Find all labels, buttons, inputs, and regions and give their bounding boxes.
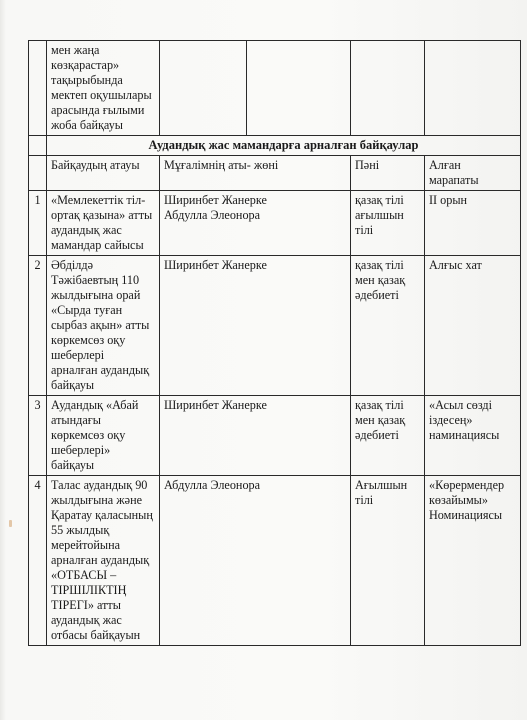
text-line: шеберлері [51, 348, 105, 362]
text-line: тілі [355, 493, 374, 507]
text-line: Қаратау қаласының [51, 508, 153, 522]
text-line: аудандық жас [51, 613, 122, 627]
text-line: отбасы байқауын [51, 628, 141, 642]
event-cell [47, 476, 160, 646]
text-line: Ағылшын [355, 478, 408, 492]
text-line: Тәжібаевтың 110 [51, 273, 140, 287]
header-event: Байқаудың атауы [47, 156, 160, 191]
subject-cell [351, 476, 425, 646]
text-line: әдебиеті [355, 428, 399, 442]
text-line: байқауы [51, 378, 95, 392]
section-title: Аудандық жас мамандарға арналған байқаулар [47, 136, 521, 156]
text-line: Абдулла Элеонора [164, 478, 261, 492]
text-line: марапаты [429, 173, 479, 187]
award-cell [425, 476, 521, 646]
text-line: арналған аудандық [51, 553, 150, 567]
awards-table [28, 40, 521, 646]
table-row [29, 476, 521, 646]
table-row [29, 396, 521, 476]
award-cell [425, 256, 521, 396]
section-row [29, 136, 521, 156]
text-line: іздесең» [429, 413, 473, 427]
continued-num-cell [29, 41, 47, 136]
text-line: Әбділдә [51, 258, 93, 272]
text-line: байқауы [51, 458, 95, 472]
header-teacher: Мұғалімнің аты- жөні [160, 156, 351, 191]
text-line: наминациясы [429, 428, 500, 442]
text-line: көркемсөз оқу [51, 333, 126, 347]
text-line: Ширинбет Жанерке [164, 398, 267, 412]
text-line: ортақ қазына» атты [51, 208, 153, 222]
text-line: Абдулла Элеонора [164, 208, 261, 222]
text-line: тақырыбында [51, 73, 123, 87]
empty-cell [247, 41, 351, 136]
section-num-cell [29, 136, 47, 156]
text-line: аудандық жас [51, 223, 122, 237]
text-line: мерейтойына [51, 538, 121, 552]
empty-cell [425, 41, 521, 136]
teacher-cell [160, 256, 351, 396]
continued-event-cell [47, 41, 160, 136]
text-line: арасында ғылыми [51, 103, 145, 117]
table-row [29, 191, 521, 256]
award-cell [425, 396, 521, 476]
teacher-cell [160, 396, 351, 476]
text-line: ІІ орын [429, 193, 468, 207]
text-line: «Көрермендер [429, 478, 505, 492]
text-line: мен қазақ [355, 273, 406, 287]
header-subject: Пәні [351, 156, 425, 191]
text-line: Алғыс хат [429, 258, 482, 272]
row-number: 3 [29, 396, 47, 476]
text-line: көзқарастар» [51, 58, 120, 72]
empty-cell [351, 41, 425, 136]
subject-cell [351, 191, 425, 256]
header-award [425, 156, 521, 191]
row-number: 4 [29, 476, 47, 646]
event-cell [47, 256, 160, 396]
text-line: атындағы [51, 413, 101, 427]
text-line: шеберлері» [51, 443, 111, 457]
text-line: «ОТБАСЫ – [51, 568, 117, 582]
event-cell [47, 191, 160, 256]
empty-cell [160, 41, 247, 136]
text-line: көзайымы» [429, 493, 488, 507]
row-number: 1 [29, 191, 47, 256]
award-cell [425, 191, 521, 256]
text-line: Алған [429, 158, 461, 172]
scan-smudge [9, 520, 12, 527]
row-number: 2 [29, 256, 47, 396]
header-num-cell [29, 156, 47, 191]
text-line: ағылшын [355, 208, 404, 222]
text-line: «Сырда туған [51, 303, 123, 317]
text-line: жылдығына және [51, 493, 143, 507]
text-line: мектеп оқушылары [51, 88, 152, 102]
text-line: мамандар сайысы [51, 238, 144, 252]
subject-cell [351, 396, 425, 476]
text-line: Аудандық «Абай [51, 398, 139, 412]
teacher-cell [160, 191, 351, 256]
text-line: қазақ тілі [355, 258, 404, 272]
text-line: сырбаз ақын» атты [51, 318, 150, 332]
continued-row [29, 41, 521, 136]
text-line: ТІРШІЛІКТІҢ [51, 583, 127, 597]
text-line: көркемсөз оқу [51, 428, 126, 442]
text-line: қазақ тілі [355, 193, 404, 207]
text-line: жылдығына орай [51, 288, 141, 302]
text-line: арналған аудандық [51, 363, 150, 377]
subject-cell [351, 256, 425, 396]
text-line: 55 жылдық [51, 523, 110, 537]
text-line: Ширинбет Жанерке [164, 193, 267, 207]
text-line: әдебиеті [355, 288, 399, 302]
text-line: «Асыл сөзді [429, 398, 493, 412]
text-line: тілі [355, 223, 374, 237]
text-line: «Мемлекеттік тіл- [51, 193, 146, 207]
text-line: жоба байқауы [51, 118, 123, 132]
teacher-cell [160, 476, 351, 646]
header-row [29, 156, 521, 191]
text-line: Номинациясы [429, 508, 503, 522]
text-line: мен қазақ [355, 413, 406, 427]
text-line: Талас аудандық 90 [51, 478, 148, 492]
text-line: ТІРЕГІ» атты [51, 598, 121, 612]
text-line: Ширинбет Жанерке [164, 258, 267, 272]
table-row [29, 256, 521, 396]
event-cell [47, 396, 160, 476]
text-line: мен жаңа [51, 43, 100, 57]
text-line: қазақ тілі [355, 398, 404, 412]
